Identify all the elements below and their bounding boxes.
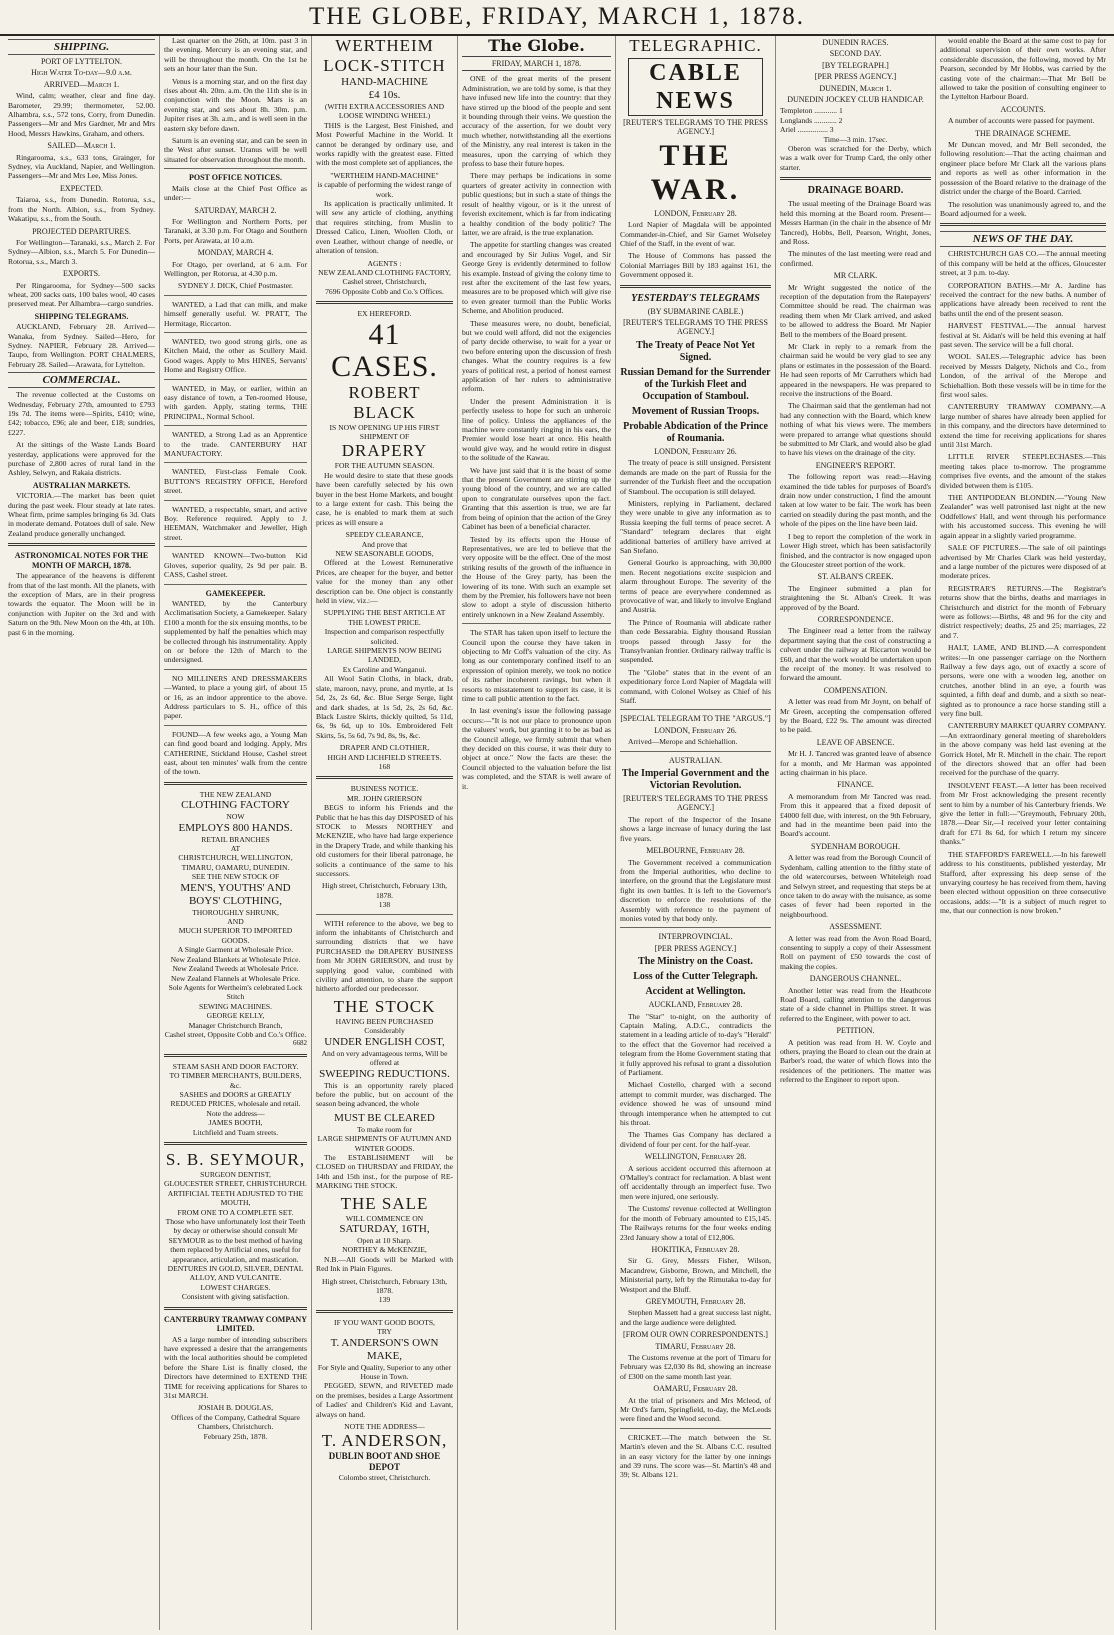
- kelly-role: Manager Christchurch Branch,: [188, 1020, 283, 1030]
- under-english: UNDER ENGLISH COST,: [324, 1035, 445, 1048]
- column-editorial: [458, 36, 616, 1630]
- wertheim-text2: Its application is practically unlimited. It will sew any article of clothing, anything that requires stitching, from Muslin to Dressed Calico, Linen, Woollen Cloth, or even Leather, without change of needle, or alteration of tension.: [316, 199, 453, 256]
- petition-head: PETITION.: [836, 1026, 875, 1036]
- teeth-text: Those who have unfortunately lost their Teeth by decay or otherwise should consult Mr SEYMOUR as to the best method of having them replaced by Artificial ones, useful for appearance, articulation, and mastication.: [165, 1217, 306, 1264]
- clothing-employs: EMPLOYS 800 HANDS.: [178, 821, 293, 834]
- clothing-at: AT: [230, 844, 241, 854]
- per-press: [PER PRESS AGENCY.]: [814, 72, 897, 82]
- astro-cont: Last quarter on the 26th, at 10m. past 3 in the evening. Mercury is an evening star, and will be throughout the month. On the 1st he sets an hour later than the Sun.: [164, 36, 307, 74]
- dunedin-dateline: DUNEDIN, March 1.: [819, 83, 892, 93]
- draper-clothier: DRAPER AND CLOTHIER,: [339, 743, 430, 753]
- wanted-ad-7: WANTED KNOWN—Two-button Kid Gloves, superior quality, 2s 9d per pair. B. CASS, Cashel street.: [164, 551, 307, 580]
- lowest-charges: LOWEST CHARGES.: [200, 1282, 271, 1292]
- projected-head: PROJECTED DEPARTURES.: [32, 226, 131, 236]
- sewing: SEWING MACHINES.: [199, 1001, 272, 1011]
- grierson-addr: High street, Christchurch, February 13th, 1878.: [321, 881, 448, 900]
- tramway-head: CANTERBURY TRAMWAY COMPANY LIMITED.: [164, 1314, 307, 1334]
- body-1: The treaty of peace is still unsigned. Persistent demands are made on the part of Russia for the surrender of the Turkish fleet and the occupation of Stamboul. The occupation is still delayed.: [620, 458, 771, 496]
- ip-text7: Stephen Massett had a great success last night, and the large audience were delighted.: [620, 1308, 771, 1327]
- accounts-head: ACCOUNTS.: [1000, 104, 1046, 114]
- robert-black-ad: [316, 309, 453, 471]
- expected-head: EXPECTED.: [60, 183, 103, 193]
- dr-p9: The Engineer read a letter from the railway department saying that the cost of constructing a culvert under the railway at Riccarton would be £60, and that the work would be undertaken upon the receipt of the money. It was resolved to forward the amount.: [780, 626, 931, 683]
- tramway-addr: Offices of the Company, Cathedral Square Chambers, Christchurch.: [171, 1412, 300, 1432]
- wanted-ad-4: WANTED, a Strong Lad as an Apprentice to the trade. CANTERBURY HAT MANUFACTORY.: [164, 430, 307, 459]
- projected-text: For Wellington—Taranaki, s.s., March 2. For Sydney—Albion, s.s., March 5. For Dunedin—Rotorua, s.s., March 3.: [8, 237, 155, 266]
- prove: And prove that: [361, 539, 408, 549]
- clothing-superior: MUCH SUPERIOR TO IMPORTED GOODS.: [178, 926, 293, 945]
- finance-head: FINANCE.: [837, 780, 874, 790]
- flannels: New Zealand Flannels at Wholesale Price.: [171, 973, 300, 983]
- oberon: Oberon was scratched for the Derby, which was a walk over for Trump Card, the only other starter.: [780, 144, 931, 172]
- result-2: Longlands ............ 2: [780, 115, 843, 125]
- london-1: LONDON, February 28.: [654, 208, 737, 218]
- body-3: General Gourko is approaching, with 30,000 men. Recent negotiations excite suspicion and alarm throughout Europe. The severity of the terms of peace are everywhere condemned as provocative of war, and likely to involve England and Austria.: [620, 558, 771, 615]
- dr-p14: A letter was read from the Avon Road Board, consenting to supply a copy of their Assessment Roll on payment of £50 towards the cost of making the copies.: [780, 933, 931, 971]
- masthead: THE GLOBE, FRIDAY, MARCH 1, 1878.: [0, 0, 1114, 36]
- reuters-2: [REUTER'S TELEGRAMS TO THE PRESS AGENCY.]: [623, 318, 768, 337]
- engineers-head: ENGINEER'S REPORT.: [815, 460, 896, 470]
- sweeping: SWEEPING REDUCTIONS.: [319, 1067, 450, 1080]
- greymouth-dateline: GREYMOUTH, February 28.: [645, 1296, 746, 1306]
- telegraphic-head: TELEGRAPHIC.: [629, 36, 762, 55]
- drapery: DRAPERY: [341, 441, 428, 461]
- milliners-ad: NO MILLINERS AND DRESSMAKERS—Wanted, to place a young girl, of about 15 or 16, as an indoor apprentice to the above. Address particulars to S. H., office of this paper.: [164, 673, 307, 721]
- news-10: HALT, LAME, AND BLIND.—A correspondent writes:—In one passenger carriage on the Northern Railway a few days ago, out of exactly a score of persons, were one with a wooden leg, another on crutches, another blind in an eye, a fourth was squinted, a fifth deaf and dumb, and a sixth so near-sighted as to pronounce a race horse standing still a very fine bull.: [940, 643, 1106, 718]
- opportunity: This is an opportunity rarely placed before the public, but on account of the season being advanced, the whole: [316, 1080, 453, 1109]
- sash-note: Note the address—: [206, 1108, 265, 1118]
- wertheim-quote: "WERTHEIM HAND-MACHINE": [330, 170, 439, 180]
- dr-p6: The following report was read:—Having examined the tide tables for purposes of Board's drain now under construction, I find the amount taken at low water to be fair. The work has been carried on steadily during the past month, and the whole of the pipes on the line have been laid.: [780, 472, 931, 529]
- scheme-head: THE DRAINAGE SCHEME.: [975, 128, 1071, 138]
- open: Open at 10 Sharp.: [357, 1235, 412, 1245]
- accounts: A number of accounts were passed for payment.: [948, 116, 1095, 126]
- news-9: REGISTRAR'S RETURNS.—The Registrar's returns show that the births, deaths and marriages in Christchurch and district for the month of February were as follows:—Births, 48 and 96 for the city and district respectively; deaths, 25 and 25; marriages, 22 and 7.: [940, 583, 1106, 640]
- speedy-clearance: SPEEDY CLEARANCE,: [345, 530, 424, 540]
- timaru-dateline: TIMARU, February 28.: [655, 1341, 736, 1351]
- port-title: PORT OF LYTTELTON.: [40, 57, 123, 66]
- wertheim-nzcf: NEW ZEALAND CLOTHING FACTORY,: [318, 267, 451, 277]
- anderson-ad: [316, 1318, 453, 1382]
- body-2: Ministers, replying in Parliament, declared they were unable to give any information as to Russia keeping the full terms of peace secret. A "Standard" telegram declares that eight additional batteries of artillery have arrived at San Stefano.: [620, 498, 771, 555]
- albans-head: ST. ALBAN'S CREEK.: [817, 572, 894, 582]
- race-time: Time—3 min. 17sec.: [823, 134, 888, 144]
- ministry-head: The Ministry on the Coast.: [638, 956, 753, 968]
- result-1: Templeton ............ 1: [780, 106, 843, 116]
- sailed-head: SAILED—March 1.: [47, 141, 116, 151]
- sydenham-head: SYDENHAM BOROUGH.: [811, 841, 900, 851]
- kelly-num: 6682: [293, 1039, 307, 1048]
- dunedin-races: DUNEDIN RACES.: [822, 38, 889, 47]
- try: TRY: [377, 1327, 392, 1337]
- resolution: The resolution was unanimously agreed to, and the Board adjourned for a week.: [940, 199, 1106, 218]
- cleared-block: [316, 1112, 453, 1153]
- cont-1: would enable the Board at the same cost to pay for additional supervision of their own works. After considerable discussion, the following, moved by Mr Pearson, seconded by Mr Hobbs, was carried by the casting vote of the chairman:—That Mr Bell be allowed to take the position of consulting engineer to the Lyttelton Harbour Board.: [940, 36, 1106, 102]
- clothing-see: SEE THE NEW STOCK OF: [191, 872, 280, 882]
- drainage-head: DRAINAGE BOARD.: [807, 185, 904, 197]
- clothing-pre: THE NEW ZEALAND: [199, 789, 272, 799]
- london-3: LONDON, February 26.: [654, 725, 737, 735]
- editorial-p8: The STAR has taken upon itself to lecture the Council upon the course they have taken in objecting to Mr Coff's valuation of the city. As long as our contemporary confined itself to an expression of opinion merely, we took no notice of its rather incoherent ravings, but when it resorts to misstatement to support its case, it is time to call public attention to the fact.: [462, 628, 611, 703]
- press-agency: [PER PRESS AGENCY.]: [654, 943, 737, 953]
- clothing-factory-ad: [164, 790, 307, 1049]
- sale-block: [316, 1194, 453, 1255]
- wanted-ad-2: WANTED, two good strong girls, one as Kitchen Maid, the other as Scullery Maid. Good wages. Apply to Mrs HINES, Servants' Home and Registry Office.: [164, 336, 307, 375]
- anderson-name: T. ANDERSON,: [321, 1431, 448, 1451]
- editorial-p2: There may perhaps be indications in some quarters of greater activity in connection with public questions; but in such a state of things the result of healthy vigour, or is it the unrest of feverish excitement, which is far from indicating a healthy condition of the body politic? The latter, we are afraid, is the true explanation.: [462, 171, 611, 237]
- note-address: NOTE THE ADDRESS—: [344, 1422, 425, 1432]
- interprovincial-head: INTERPROVINCIAL.: [658, 932, 733, 942]
- comp-head: COMPENSATION.: [823, 685, 888, 695]
- rb-text2: Offered at the Lowest Remunerative Prices, are cheaper for the buyer, and better value for the money than any other description can be. One object is constantly held in view, viz.:—: [316, 558, 453, 606]
- blankets: New Zealand Blankets at Wholesale Price.: [170, 954, 301, 964]
- editorial-p4: These measures were, no doubt, beneficial, but we could well afford, did not the exigencies of party decide otherwise, to wait for a year or two before entering upon the discussion of fresh changes. What the country requires is a few years of political rest, a period of honest earnest application of her rulers to administrative reform.: [462, 318, 611, 394]
- body-4: The Prince of Roumania will abdicate rather than cede Bessarabia. Eighty thousand Russian troops passed through Jassy for the Transylvanian frontier. Ordinary railway traffic is suspended.: [620, 617, 771, 665]
- ex-hereford: EX HEREFORD.: [357, 309, 412, 319]
- seymour-role: SURGEON DENTIST,: [200, 1170, 271, 1179]
- wanted-ad-1: WANTED, a Lad that can milk, and make himself generally useful. W. PRATT, The Hermitage, Riccarton.: [164, 299, 307, 328]
- news-5: CANTERBURY TRAMWAY COMPANY.—A large number of shares have already been applied for in this company, and the directors have determined to extend the time for receiving applications for shares until 31st March.: [940, 402, 1106, 450]
- shipping-telegrams-text: AUCKLAND, February 28. Arrived—Wanaka, from Sydney. Sailed—Hero, for Sydney. NAPIER, February 28. Arrived—Taupo, from Wellington. PORT CHALMERS, February 28. Sailed—Arawata, for Lyttelton.: [8, 322, 155, 369]
- by-telegraph: [BY TELEGRAPH.]: [822, 60, 889, 70]
- ip-text9: At the trial of prisoners and Mrs Mcleod, of Mr Ord's farm, Springfield, to-day, the McLeods were fined and the Wood second.: [620, 1395, 771, 1424]
- jockey-handicap: DUNEDIN JOCKEY CLUB HANDICAP.: [787, 95, 924, 105]
- cricket: CRICKET.—The match between the St. Martin's eleven and the St. Albans C.C. resulted in an easy victory for the latter by one innings and 39 runs. The score was—St. Martin's 48 and 39; St. Albans 121.: [620, 1432, 771, 1480]
- supplying: SUPPLYING THE BEST ARTICLE AT THE LOWEST PRICE.: [323, 608, 446, 627]
- movement-head: Movement of Russian Troops.: [631, 405, 760, 417]
- wertheim-agents-block: [316, 259, 453, 297]
- column-races-drainage: [776, 36, 936, 1630]
- yesterday-telegrams: YESTERDAY'S TELEGRAMS: [631, 292, 760, 304]
- editorial-p5: Under the present Administration it is perfectly useless to hope for such an unheroic line of policy. Unless the appliances of the machine were constantly ringing in his ears, the Premier would lose heart at once. His health would give way, and he would retire in disgust to the solitude of the Kawau.: [462, 396, 611, 463]
- result-3: Ariel ................ 3: [780, 125, 834, 135]
- wertheim-agents: Sole Agents for Wertheim's celebrated Lock Stitch: [168, 982, 303, 1002]
- seymour-ad: [164, 1150, 307, 1302]
- oamaru-dateline: OAMARU, February 28.: [653, 1384, 738, 1394]
- anderson-make: T. ANDERSON'S OWN MAKE,: [330, 1336, 439, 1362]
- nm-text: WITH reference to the above, we beg to inform the inhabitants of Christchurch and surrounding districts that we have PURCHASED the DRAPERY BUSINESS from Mr JOHN GRIERSON, and trust by supplying good value, combined with civility and attention, to share the support hitherto afforded our predecessor.: [316, 918, 453, 994]
- exports-text: Per Ringarooma, for Sydney—500 sacks wheat, 200 sacks oats, 100 bales wool, 40 cases preserved meat. Per Alhambra—cargo sundries.: [8, 280, 155, 309]
- wertheim-capable: is capable of performing the widest range of work.: [317, 180, 452, 199]
- inspection: Inspection and comparison respectfully solicited.: [324, 627, 445, 646]
- news-of-day-head: NEWS OF THE DAY.: [940, 231, 1106, 247]
- grierson-name: MR. JOHN GRIERSON: [347, 793, 422, 803]
- sash-name: JAMES BOOTH,: [208, 1118, 263, 1128]
- treaty-head: The Treaty of Peace Not Yet Signed.: [636, 339, 755, 363]
- markets-text: VICTORIA.—The market has been quiet during the past week. Flour steady at late rates. Wheat firm, prime samples bringing 6s 3d. Oats in moderate demand. Potatoes dull of sale. New Zealand produce generally unchanged.: [8, 491, 155, 538]
- arrived-head: ARRIVED—March 1.: [43, 79, 120, 89]
- wertheim-agents: AGENTS :: [367, 258, 402, 268]
- leave-head: LEAVE OF ABSENCE.: [816, 737, 895, 747]
- terms: And on very advantageous terms, Will be offered at: [321, 1048, 448, 1068]
- cable-news-head: CABLE NEWS: [628, 58, 763, 116]
- london-2: LONDON, February 26.: [654, 446, 737, 456]
- wellington-dateline: WELLINGTON, February 28.: [644, 1152, 747, 1162]
- grierson-text: BEGS to inform his Friends and the Public that he has this day DISPOSED of his STOCK to Messrs NORTHEY and McKENZIE, who have had large experience in the Drapery Trade, and while thanking his old customers for their liberal patronage, he solicits a continuance of the same to his successors.: [316, 803, 453, 878]
- markets-head: AUSTRALIAN MARKETS.: [32, 480, 131, 490]
- dr-p3: Mr Wright suggested the notice of the reception of the deputation from the Ratepayers' Committee should be read. The chairman was reading them when Mr Clark arrived, and asked to be allowed to address the Board. Mr Napier Bell to the members of the Board present.: [780, 282, 931, 339]
- the-stock: THE STOCK: [333, 996, 436, 1016]
- teeth-head: ARTIFICIAL TEETH ADJUSTED TO THE MOUTH,: [167, 1188, 304, 1208]
- editorial-p6: We have just said that it is the boast of some that the present Government are stirring up the young blood of the country, and we are called upon to congratulate ourselves upon the fact. Granting that this assertion is true, we are far from being of opinion that the action of the Grey Cabinet has been of a beneficial character.: [462, 465, 611, 532]
- second-day: SECOND DAY.: [829, 49, 882, 59]
- wertheim-text: THIS is the Largest, Best Finished, and Most Powerful Machine in the World. It cannot be deranged by ordinary use, and works rapidly with the greatest ease. Fitted with the most complete set of appliances, the: [316, 120, 453, 168]
- tweeds: New Zealand Tweeds at Wholesale Price.: [172, 964, 299, 974]
- high-water: High Water To-day—9.0 a.m.: [31, 68, 132, 78]
- nb: N.B.—All Goods will be Marked with Red Ink in Plain Figures.: [316, 1254, 453, 1274]
- clothing-towns: CHRISTCHURCH, WELLINGTON, TIMARU, OAMARU, DUNEDIN.: [178, 853, 293, 872]
- clark-head: MR CLARK.: [833, 271, 878, 281]
- editorial-p7: Tested by its effects upon the House of Representatives, we are led to believe that the very opposite will be the effect. One of the most striking results of the growth of the influence in the House of the Grey party, has been the lowering of its tone. With such an example set them by the Premier, his followers have not been slow to adopt a style of discussion hitherto entirely unknown in a New Zealand Assembly.: [462, 534, 611, 619]
- nm-addr: High street, Christchurch, February 13th, 1878.: [321, 1276, 448, 1295]
- post-sign: SYDNEY J. DICK, Chief Postmaster.: [177, 281, 294, 291]
- wertheim-opp: Opposite Cobb and Co.'s Offices.: [342, 286, 444, 296]
- ip-text3: The Thames Gas Company has declared a dividend of four per cent. for the half-year.: [620, 1130, 771, 1149]
- war-2: The House of Commons has passed the Colonial Marriages Bill by 183 against 161, the Government opposed it.: [620, 251, 771, 280]
- editorial-date: FRIDAY, MARCH 1, 1878.: [462, 59, 611, 71]
- seymour-name: S. B. SEYMOUR,: [165, 1150, 306, 1169]
- wertheim-with: (WITH EXTRA ACCESSORIES AND LOOSE WINDING WHEEL): [324, 102, 445, 121]
- post-text2: For Otago, per overland, at 6 a.m. For Wellington, per Rotorua, at 4.30 p.m.: [164, 259, 307, 278]
- column-telegraphic: [616, 36, 776, 1630]
- australian-head: AUSTRALIAN.: [668, 755, 723, 765]
- seasonable: NEW SEASONABLE GOODS,: [335, 549, 434, 558]
- section-commercial-head: COMMERCIAL.: [8, 372, 155, 388]
- kelly-name: GEORGE KELLY,: [206, 1011, 265, 1021]
- post-date1: SATURDAY, MARCH 2.: [194, 205, 277, 215]
- body-5: The "Globe" states that in the event of an expeditionary force Lord Napier of Magdala will command, with Colonel Wolsey as Chief of his Staff.: [620, 667, 771, 706]
- found-ad: FOUND—A few weeks ago, a Young Man can find good board and lodging. Apply, Mrs CATHERINE, Stickland House, Cashel street east, about ten minutes' walk from the centre of the town.: [164, 729, 307, 777]
- ip-text8: The Customs revenue at the port of Timaru for February was £2,030 8s 8d, showing an increase of £300 on the same month last year.: [620, 1352, 771, 1381]
- single-garment: A Single Garment at Wholesale Price.: [177, 945, 294, 955]
- rb-opening: IS NOW OPENING UP HIS FIRST SHIPMENT OF: [329, 422, 440, 441]
- cutter-head: Loss of the Cutter Telegraph.: [633, 971, 758, 983]
- sailed-text: Ringarooma, s.s., 633 tons, Grainger, for Sydney, via Auckland, Napier, and Wellington. Passengers—Mr and Mrs Lee, Miss Jones.: [8, 152, 155, 181]
- dr-p13: A letter was read from the Borough Council of Sydenham, calling attention to the filthy state of the old watercourses, between Whiteleigh road and Selwyn street, and requesting that steps be at once taken to do away with the nuisance, as some cases of fever had been reported in the neighbourhood.: [780, 853, 931, 919]
- dr-p8: The Engineer submitted a plan for straightening the St. Alban's Creek. It was approved of by the Board.: [780, 583, 931, 612]
- editorial-p1: ONE of the great merits of the present Administration, we are told by some, is that they have infused new life into the country: that they have stirred up the blood of the people and sent it bounding through their veins. We question the accuracy of the assertion, for we doubt very much whether, notwithstanding all the exertions of the Ministry, any real interest is taken in the measures, upon the carrying of which they profess to base their future hopes.: [462, 74, 611, 169]
- sash-addr: Litchfield and Tuam streets.: [192, 1127, 279, 1137]
- pegged: PEGGED, SEWN, and RIVETED made on the premises, besides a Large Assortment of Ladies' and Children's Kid and Lavant, always on hand.: [316, 1381, 453, 1419]
- ip-text2: Michael Costello, charged with a second attempt to commit murder, was discharged. The evidence showed he was of unsound mind through intemperance when he attempted to cut his throat.: [620, 1080, 771, 1128]
- dentures: DENTURES IN GOLD, SILVER, DENTAL ALLOY, AND VULCANITE.: [167, 1264, 304, 1283]
- dr-p4: Mr Clark in reply to a remark from the chairman said he would be very glad to see any plans or estimates in the possession of the Board. He had seen reports of Mr Carruthers which had appeared in the newspapers. He was prepared to receive the instructions of the Board.: [780, 341, 931, 398]
- the-war-head: THE WAR.: [650, 138, 741, 206]
- russian-head: Russian Demand for the Surrender of the Turkish Fleet and Occupation of Stamboul.: [620, 366, 771, 402]
- rb-items: All Wool Satin Cloths, in black, drab, slate, maroon, navy, prune, and myrtle, at 1s 5d, 2s, 2s 6d, &c. Blue Serge Serge, light and dark shades, at 1s 5d, 2s, 2s 6d, &c. Black Lustre Skirts, thickly quilted, 5s 11d, 6s, 9s 6d, up to 10s. Embroidered Felt Skirts, 5s, 5s 6d, 7s 9d, 8s, 9s, &c.: [316, 674, 453, 740]
- sash-head: STEAM SASH AND DOOR FACTORY.: [172, 1061, 299, 1071]
- sash-sub: TO TIMBER MERCHANTS, BUILDERS, &c.: [169, 1071, 302, 1090]
- astro-head: ASTRONOMICAL NOTES FOR THE MONTH OF MARCH, 1878.: [14, 551, 149, 570]
- assessment-head: ASSESSMENT.: [829, 922, 882, 932]
- large-sub: Ex Caroline and Wanganui.: [342, 664, 427, 674]
- the-sale: THE SALE: [340, 1193, 429, 1213]
- wertheim-ad: [316, 36, 453, 121]
- post-date2: MONDAY, MARCH 4.: [197, 248, 274, 258]
- wertheim-price: £4 10s.: [368, 89, 401, 101]
- dangerous-head: DANGEROUS CHANNEL.: [809, 974, 902, 984]
- clothing-title: CLOTHING FACTORY: [181, 799, 290, 812]
- news-1: CHRISTCHURCH GAS CO.—The annual meeting of this company will be held at the offices, Gloucester street, at 3 p.m. to-day.: [940, 249, 1106, 278]
- post-text1: For Wellington and Northern Ports, per Taranaki, at 3.30 p.m. For Otago and Southern Ports, per Arawata, at 10 a.m.: [164, 216, 307, 245]
- news-4: WOOL SALES.—Telegraphic advice has been received by Messrs Dalgety, Nichols and Co., from London, of the arrival of the Merope and Schiehallion. Both these vessels will be in time for the first wool sales.: [940, 352, 1106, 399]
- tramway-text: AS a large number of intending subscribers have expressed a desire that the arrangements with the local authorities should be completed before the Share List is finally closed, the Directors have determined to EXTEND THE TIME for receiving applications for Shares to 31st MARCH.: [164, 1334, 307, 1400]
- column-shipping: [4, 36, 160, 1630]
- special-telegram: [SPECIAL TELEGRAM TO THE "ARGUS."]: [620, 714, 771, 724]
- large-shipments: LARGE SHIPMENTS NOW BEING LANDED,: [327, 646, 442, 665]
- column-notices: [160, 36, 312, 1630]
- robert-black: ROBERT BLACK: [348, 382, 421, 422]
- dr-p2: The minutes of the last meeting were read and confirmed.: [780, 249, 931, 268]
- aus-text: The report of the Inspector of the Insane shows a large increase of lunacy during the last five years.: [620, 814, 771, 843]
- dr-p7: I beg to report the completion of the work in Lower High street, which has been satisfactorily finished, and the contractor is now engaged upon the Gloucester street portion of the work.: [780, 531, 931, 569]
- dr-p10: A letter was read from Mr Joynt, on behalf of Mr Green, accepting the compensation offered by the Board, £22 9s. The amount was directed to be paid.: [780, 697, 931, 735]
- nm-name: NORTHEY & McKENZIE,: [342, 1245, 427, 1255]
- stock-ad: [316, 997, 453, 1081]
- lowest-sub: Consistent with giving satisfaction.: [181, 1292, 290, 1302]
- post-head: POST OFFICE NOTICES.: [189, 173, 282, 183]
- arrived: Arrived—Merope and Schiehallion.: [628, 737, 738, 747]
- post-text: Mails close at the Chief Post Office as under:—: [164, 183, 307, 203]
- wertheim-opp-line: [316, 287, 453, 296]
- shipping-telegrams-head: SHIPPING TELEGRAMS.: [34, 311, 129, 321]
- high-lichfield: HIGH AND LICHFIELD STREETS.: [327, 752, 442, 762]
- our-correspondents: [FROM OUR OWN CORRESPONDENTS.]: [623, 1330, 768, 1340]
- shipments: LARGE SHIPMENTS OF AUTUMN AND WINTER GOODS.: [317, 1134, 452, 1153]
- dr-p5: The Chairman said that the gentleman had not had any connection with the Board, which knew nothing of what his views were. The members were prepared to arrange what questions should be submitted to Mr Clark, and would also be glad to have his views on the drainage of the city.: [780, 401, 931, 458]
- tramway-date: February 25th, 1878.: [203, 1431, 268, 1441]
- arrivals-text: Wind, calm; weather, clear and fine day. Barometer, 29.99; thermometer, 52.00. Alhambra, s.s., 572 tons, Corry, from Dunedin. Passengers—Mr and Mrs Gardner, Mr and Mrs Hood, Messrs Hawkins, Graham, and others.: [8, 91, 155, 138]
- rb-num: 168: [378, 761, 391, 771]
- wertheim-hand: HAND-MACHINE: [341, 76, 428, 88]
- news-8: SALE OF PICTURES.—The sale of oil paintings advertised by Mr Charles Clark was held yesterday, and a large number of the pictures were disposed of at moderate prices.: [940, 543, 1106, 581]
- autumn-season: FOR THE AUTUMN SEASON.: [334, 461, 435, 471]
- hokitika-dateline: HOKITIKA, February 28.: [651, 1244, 740, 1254]
- clothing-now: NOW: [226, 812, 245, 822]
- war-1: Lord Napier of Magdala will be appointed Commander-in-Chief, and Sir Garnet Wolseley Chief of the Staff, in the event of war.: [620, 220, 771, 249]
- dr-p1: The usual meeting of the Drainage Board was held this morning at the Board room. Present—Messrs Harman (in the chair in the absence of Mr Tancred), Hobbs, Bell, Pearson, Wright, Jones, and Ross.: [780, 199, 931, 246]
- waste-lands-text: At the sittings of the Waste Lands Board yesterday, applications were approved for the purchase of 2,800 acres of rural land in the Ashley, Selwyn, and Rakaia districts.: [8, 440, 155, 478]
- saturday: SATURDAY, 16TH,: [339, 1222, 430, 1235]
- news-2: CORPORATION BATHS.—Mr A. Jardine has received the contract for the new baths. A number of applications have already been received to rent the baths until the end of the present season.: [940, 280, 1106, 318]
- teeth-sub: FROM ONE TO A COMPLETE SET.: [177, 1207, 294, 1217]
- considerably: Considerably: [364, 1026, 405, 1036]
- editorial-p3: The appetite for startling changes was created and encouraged by Sir Julius Vogel, and Sir George Grey is evidently determined to follow his example. Instead of giving the colony time to rest after the excitement of the last few years, measures are to be proposed which will give rise to even greater turmoil than the Public Works Scheme, and Abolition produced.: [462, 240, 611, 316]
- imperial-head: The Imperial Government and the Victorian Revolution.: [621, 768, 770, 792]
- submarine: (BY SUBMARINE CABLE.): [647, 306, 744, 316]
- rb-text: He would desire to state that these goods have been carefully selected by his own buyer in the best Home Markets, and bought to a large extent for cash. This being the case, he is enabled to mark them at such prices as will ensure a: [316, 470, 453, 527]
- anderson-address: [316, 1422, 453, 1483]
- sash-ad: [164, 1062, 307, 1137]
- commercial-text: The revenue collected at the Customs on Wednesday, February 27th, amounted to £793 19s 7d. The items were—Spirits, £410; wine, £42; tobacco, £96; ale and beer, £18; sundries, £227.: [8, 390, 155, 437]
- newspaper-page: [4, 36, 1110, 1630]
- news-13: THE STAFFORD'S FAREWELL.—In his farewell address to his constituents, published yesterday, Mr Stafford, after expressing his deep sense of the unvarying courtesy he has received from them, having been elected without opposition on three consecutive occasions, adds:—"It is a subject of much regret to me, that our connection is now broken.": [940, 849, 1106, 916]
- make-room: To make room for: [357, 1124, 412, 1134]
- news-7: THE ANTIPODEAN BLONDIN.—"Young New Zealander" was well patronised last night at the new Oddfellows' Hall, and went through his performance with his accustomed success. This evening he will again appear in a slightly varied programme.: [940, 493, 1106, 540]
- clothing-shrunk: THOROUGHLY SHRUNK,: [192, 907, 279, 917]
- ip-text: The "Star" to-night, on the authority of Captain Maling, A.D.C., contradicts the statement in a leading article of to-day's "Herald" to the effect that the Governor had received a telegram from the Home Government stating that it fully approved his refusal to grant a dissolution of Parliament.: [620, 1011, 771, 1077]
- business-notice: BUSINESS NOTICE.: [350, 784, 419, 794]
- dr-p11: Mr H. J. Tancred was granted leave of absence for a month, and Mr Harman was appointed acting chairman in his place.: [780, 749, 931, 778]
- stock-having: HAVING BEEN PURCHASED: [335, 1016, 434, 1026]
- tramway-sign: JOSIAH B. DOUGLAS,: [197, 1403, 274, 1413]
- clothing-mens: MEN'S, YOUTHS' AND BOYS' CLOTHING,: [180, 881, 291, 907]
- must-be-cleared: MUST BE CLEARED: [334, 1111, 435, 1124]
- astro-text3: Saturn is an evening star, and can be seen in the West after sunset. Uranus will be well situated for observation throughout the month.: [164, 136, 307, 164]
- closed: The ESTABLISHMENT will be CLOSED on THURSDAY and FRIDAY, the 14th and 15th inst., for the purpose of RE-MARKING THE STOCK.: [316, 1152, 453, 1191]
- auckland-dateline: AUCKLAND, February 28.: [648, 1000, 743, 1010]
- grierson-num: 138: [378, 900, 391, 910]
- news-3: HARVEST FESTIVAL.—The annual harvest festival at St. Aidan's will be held this evening at half past seven. The service will be a full choral.: [940, 321, 1106, 349]
- news-6: LITTLE RIVER STEEPLECHASES.—This meeting takes place to-morrow. The programme comprises five events, and the amount of the stakes divided between them is £105.: [940, 452, 1106, 490]
- scheme-text: Mr Duncan moved, and Mr Bell seconded, the following resolution:—That the acting chairman and engineer place before Mr Clark all the various plans and reports as well as other information in the possession of the Board relative to the drainage of the district under the charge of the Board. Carried.: [940, 140, 1106, 197]
- abdication-head: Probable Abdication of the Prince of Roumania.: [623, 420, 768, 444]
- nm-num: 139: [378, 1295, 391, 1305]
- wanted-ad-3: WANTED, in May, or earlier, within an easy distance of town, a Ten-roomed House, with garden. Apply, stating terms, THE PRINCIPAL, Normal School.: [164, 383, 307, 421]
- wanted-ad-5: WANTED, First-class Female Cook. BUTTON'S REGISTRY OFFICE, Hereford street.: [164, 467, 307, 496]
- gamekeeper-text: WANTED, by the Canterbury Acclimatisation Society, a Gamekeeper. Salary £100 a month for the six ensuing months, to be supplemented by half the penalties which may be collected through his instrumentality. Apply on or before the 12th of March to the undersigned.: [164, 598, 308, 665]
- anderson-text: For Style and Quality, Superior to any other House in Town.: [317, 1362, 452, 1382]
- ip-text5: The Customs' revenue collected at Wellington for the month of February amounted to £15,145. The Railways returns for the four weeks ending 23rd January show a total of £12,806.: [620, 1204, 771, 1242]
- wertheim-lock: LOCK-STITCH: [323, 56, 446, 75]
- dublin-depot: DUBLIN BOOT AND SHOE DEPOT: [328, 1451, 441, 1473]
- aus-text2: The Government received a communication from the Imperial authorities, who decline to interfere, on the ground that the Legislature must fight its own battles. It is left to the Governor's discretion to enforce the resolutions of the Assembly with reference to the payment of monies voted by that body only.: [620, 857, 771, 923]
- accident-head: Accident at Wellington.: [645, 986, 746, 998]
- clothing-retail: RETAIL BRANCHES: [201, 834, 270, 844]
- ip-text4: A serious accident occurred this afternoon at O'Malley's contract for reclamation. A blast went off accidentally through an imperfect fuse. Two men were injured, one seriously.: [620, 1163, 771, 1201]
- news-12: INSOLVENT FEAST.—A letter has been received from Mr Frost acknowledging the present recently sent to him by a number of his Canterbury friends. We give the letter in full:—"Greymouth, February 20th, 1878.—Dear Sir,—I received your letter containing draft for £71 8s 6d, for which I return my sincere thanks.": [940, 780, 1106, 847]
- news-11: CANTERBURY MARKET QUARRY COMPANY.—An extraordinary general meeting of shareholders in the above company was held last evening at the Gorrick Hotel, Mr R. Mitchell in the chair. The report of the directors showed that an offer had been received for the purchase of the quarry.: [940, 721, 1106, 778]
- wertheim-title: WERTHEIM: [335, 36, 434, 55]
- melbourne: MELBOURNE, February 28.: [646, 846, 745, 856]
- commence: WILL COMMENCE ON: [345, 1213, 424, 1223]
- dr-p12: A memorandum from Mr Tancred was read. From this it appeared that a fixed deposit of £4000 fell due, with interest, on the 9th February, and had in the meantime been paid into the Board's account.: [780, 791, 931, 839]
- forty-one-cases: 41 CASES.: [331, 317, 438, 383]
- wanted-ad-6: WANTED, a respectable, smart, and active Boy. Reference required. Apply to J. HEEMAN, Watchmaker and Jeweller, High street.: [164, 504, 307, 542]
- dr-p15: Another letter was read from the Heathcote Road Board, calling attention to the dangerous state of a side channel in Phillips street. It was referred to the Engineer, with power to act.: [780, 985, 931, 1023]
- column-news-of-day: [936, 36, 1110, 1630]
- editorial-p9: In last evening's issue the following passage occurs:—"It is not our place to pronounce upon the valuers' work, but granting it to be as bad as the Council allege, we firmly submit that when they decided on this course, it was their duty to object at once." Now the facts are these: the Council objected to the valuation before the list was completed, and the STAR is well aware of it.: [462, 706, 611, 791]
- column-ads: [312, 36, 458, 1630]
- colombo-street: Colombo street, Christchurch.: [338, 1473, 431, 1483]
- sash-text: SASHES and DOORS at GREATLY REDUCED PRICES, wholesale and retail.: [170, 1089, 301, 1109]
- reuters-1: [REUTER'S TELEGRAMS TO THE PRESS AGENCY.]: [623, 118, 768, 137]
- wertheim-addr: Cashel street, Christchurch,: [342, 277, 427, 287]
- paper-name: The Globe.: [462, 36, 611, 57]
- clothing-and: AND: [227, 917, 244, 927]
- seymour-addr: GLOUCESTER STREET, CHRISTCHURCH.: [164, 1179, 307, 1189]
- ip-text6: Sir G. Grey, Messrs Fisher, Wilson, Macandrew, Gisborne, Brown, and Mitchell, the Ministerial party, left by the Rimutaka to-day for Westport and the Bluff.: [620, 1256, 771, 1294]
- astro-text2: Venus is a morning star, and on the first day rises about 4h. 20m. a.m. On the 11th she is in conjunction with the Moon. Mars is an evening star, and sets about 8h. 30m. p.m. Jupiter rises at 3h. a.m., and is well seen in the eastern sky before dawn.: [164, 76, 307, 133]
- exports-head: EXPORTS.: [62, 269, 101, 279]
- good-boots: IF YOU WANT GOOD BOOTS,: [334, 1317, 435, 1327]
- gamekeeper-head: GAMEKEEPER.: [205, 588, 266, 598]
- wertheim-num: 7696: [325, 286, 341, 296]
- corr-head: CORRESPONDENCE.: [817, 614, 894, 624]
- kelly-addr: Cashel street, Opposite Cobb and Co.'s Office.: [164, 1029, 307, 1039]
- reuters-3: [REUTER'S TELEGRAMS TO THE PRESS AGENCY.]: [623, 794, 768, 813]
- section-shipping-head: SHIPPING.: [8, 39, 155, 55]
- astro-text: The appearance of the heavens is different from that of the last month. All the planets, with the exception of Mars, are in their progress towards the equator. The Moon will be in conjunction with Jupiter on the 3rd and with Saturn on the 9th. New Moon on the 4th, at 10h. past 6 in the morning.: [8, 571, 156, 637]
- expected-text: Taiaroa, s.s., from Dunedin. Rotorua, s.s., from the North. Albion, s.s., from Sydney. Wakatipu, s.s., from the South.: [8, 195, 155, 224]
- dr-p16: A petition was read from H. W. Coyle and others, praying the Board to clean out the drain at Barber's road, the water of which flows into the residences of the petitioners. The matter was referred to the Engineer to report upon.: [780, 1037, 931, 1085]
